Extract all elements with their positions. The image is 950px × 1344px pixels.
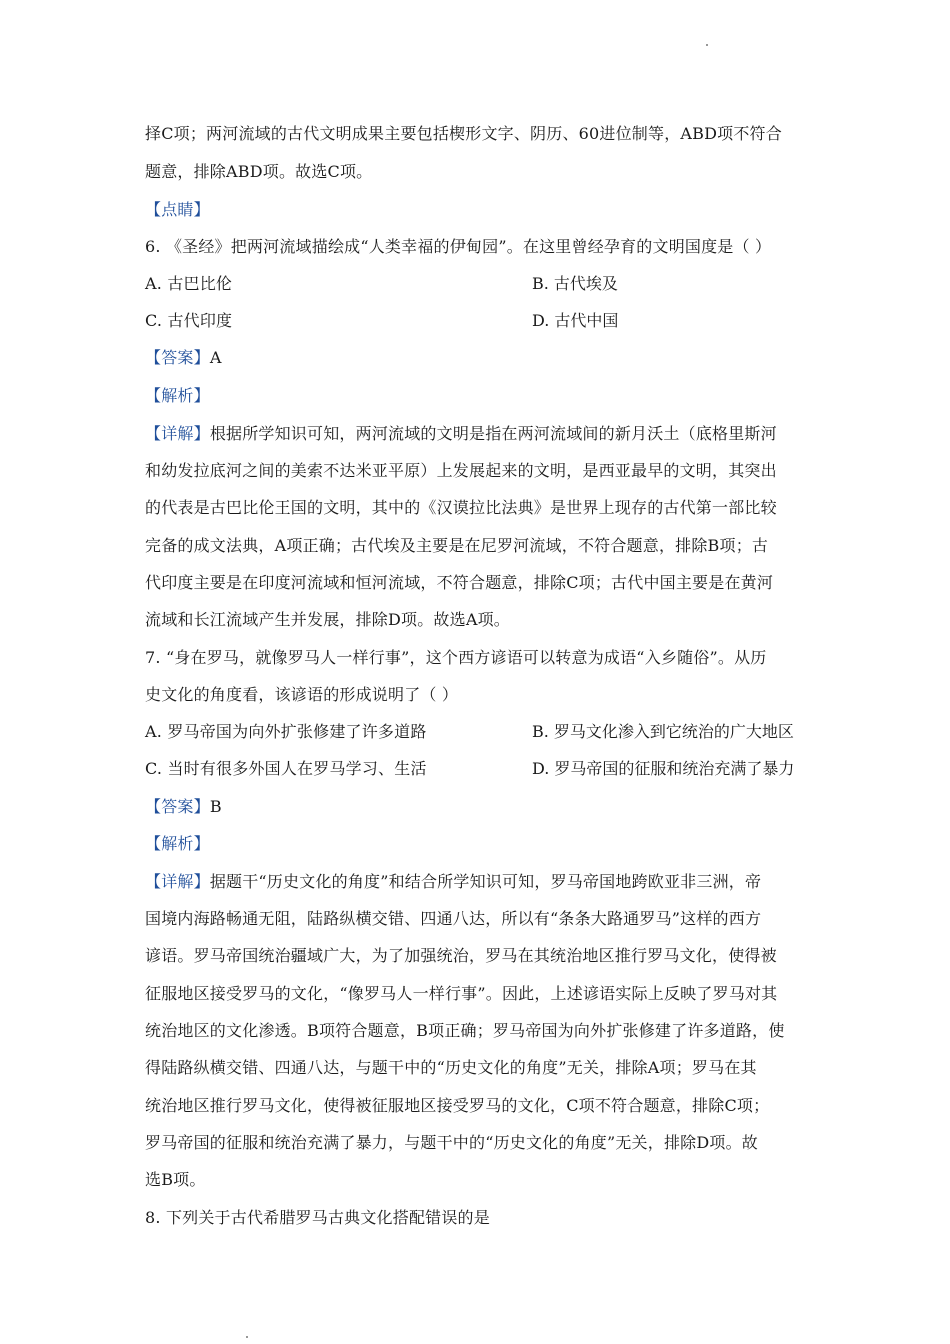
detail-7-line-6: 得陆路纵横交错、四通八达，与题干中的“历史文化的角度”无关，排除A项；罗马在其 xyxy=(145,1058,757,1077)
detail-6-line-5: 代印度主要是在印度河流域和恒河流域，不符合题意，排除C项；古代中国主要是在黄河 xyxy=(145,573,774,592)
answer-7 xyxy=(145,797,222,817)
detail-7-line-5: 统治地区的文化渗透。B项符合题意，B项正确；罗马帝国为向外扩张修建了许多道路，使 xyxy=(145,1021,785,1040)
detail-6-line-6: 流域和长江流域产生并发展，排除D项。故选A项。 xyxy=(145,610,510,629)
detail-text: 根据所学知识可知，两河流域的文明是指在两河流域间的新月沃土（底格里斯河 xyxy=(209,424,777,443)
detail-6-line-4: 完备的成文法典，A项正确；古代埃及主要是在尼罗河流域，不符合题意，排除B项；古 xyxy=(145,536,769,555)
question-7-line-2: 史文化的角度看，该谚语的形成说明了（ ） xyxy=(145,685,459,704)
detail-7-line-8: 罗马帝国的征服和统治充满了暴力，与题干中的“历史文化的角度”无关，排除D项。故 xyxy=(145,1133,758,1152)
detail-7-line-4: 征服地区接受罗马的文化，“像罗马人一样行事”。因此，上述谚语实际上反映了罗马对其 xyxy=(145,984,778,1003)
answer-tag: 【答案】 xyxy=(145,797,210,816)
analysis-tag-6: 【解析】 xyxy=(145,386,210,405)
option-6c: C. 古代印度 xyxy=(145,311,233,330)
option-7b: B. 罗马文化渗入到它统治的广大地区 xyxy=(532,722,794,741)
detail-7-line-9: 选B项。 xyxy=(145,1170,206,1189)
option-6b: B. 古代埃及 xyxy=(532,274,618,293)
question-7-line-1: 7. “身在罗马，就像罗马人一样行事”，这个西方谚语可以转意为成语“入乡随俗”。从历 xyxy=(145,648,767,667)
detail-7-line-3: 谚语。罗马帝国统治疆域广大，为了加强统治，罗马在其统治地区推行罗马文化，使得被 xyxy=(145,946,777,965)
page-mark-bottom xyxy=(246,1336,248,1338)
detail-7-line-2: 国境内海路畅通无阻，陆路纵横交错、四通八达，所以有“条条大路通罗马”这样的西方 xyxy=(145,909,762,928)
analysis-tag-7: 【解析】 xyxy=(145,834,210,853)
answer-value: A xyxy=(209,348,222,367)
detail-7-line-1 xyxy=(145,872,761,892)
text-line: 题意，排除ABD项。故选C项。 xyxy=(145,162,373,181)
answer-value: B xyxy=(209,797,222,816)
answer-6 xyxy=(145,348,222,368)
detail-text: 据题干“历史文化的角度”和结合所学知识可知，罗马帝国地跨欧亚非三洲，帝 xyxy=(209,872,762,891)
option-7d: D. 罗马帝国的征服和统治充满了暴力 xyxy=(532,759,795,778)
detail-6-line-1 xyxy=(145,424,777,444)
option-7a: A. 罗马帝国为向外扩张修建了许多道路 xyxy=(145,722,427,741)
question-8: 8. 下列关于古代希腊罗马古典文化搭配错误的是 xyxy=(145,1208,490,1227)
option-6d: D. 古代中国 xyxy=(532,311,619,330)
page-mark-top xyxy=(706,44,708,46)
option-7c: C. 当时有很多外国人在罗马学习、生活 xyxy=(145,759,427,778)
option-6a: A. 古巴比伦 xyxy=(145,274,233,293)
detail-tag: 【详解】 xyxy=(145,424,210,443)
text-line: 择C项；两河流域的古代文明成果主要包括楔形文字、阴历、60进位制等，ABD项不符合 xyxy=(145,124,782,143)
section-tag-dianjing: 【点睛】 xyxy=(145,200,210,219)
detail-7-line-7: 统治地区推行罗马文化，使得被征服地区接受罗马的文化，C项不符合题意，排除C项； xyxy=(145,1096,770,1115)
detail-tag: 【详解】 xyxy=(145,872,210,891)
question-6: 6. 《圣经》把两河流域描绘成“人类幸福的伊甸园”。在这里曾经孕育的文明国度是（ ） xyxy=(145,237,772,256)
detail-6-line-3: 的代表是古巴比伦王国的文明，其中的《汉谟拉比法典》是世界上现存的古代第一部比较 xyxy=(145,498,777,517)
detail-6-line-2: 和幼发拉底河之间的美索不达米亚平原）上发展起来的文明，是西亚最早的文明，其突出 xyxy=(145,461,777,480)
answer-tag: 【答案】 xyxy=(145,348,210,367)
